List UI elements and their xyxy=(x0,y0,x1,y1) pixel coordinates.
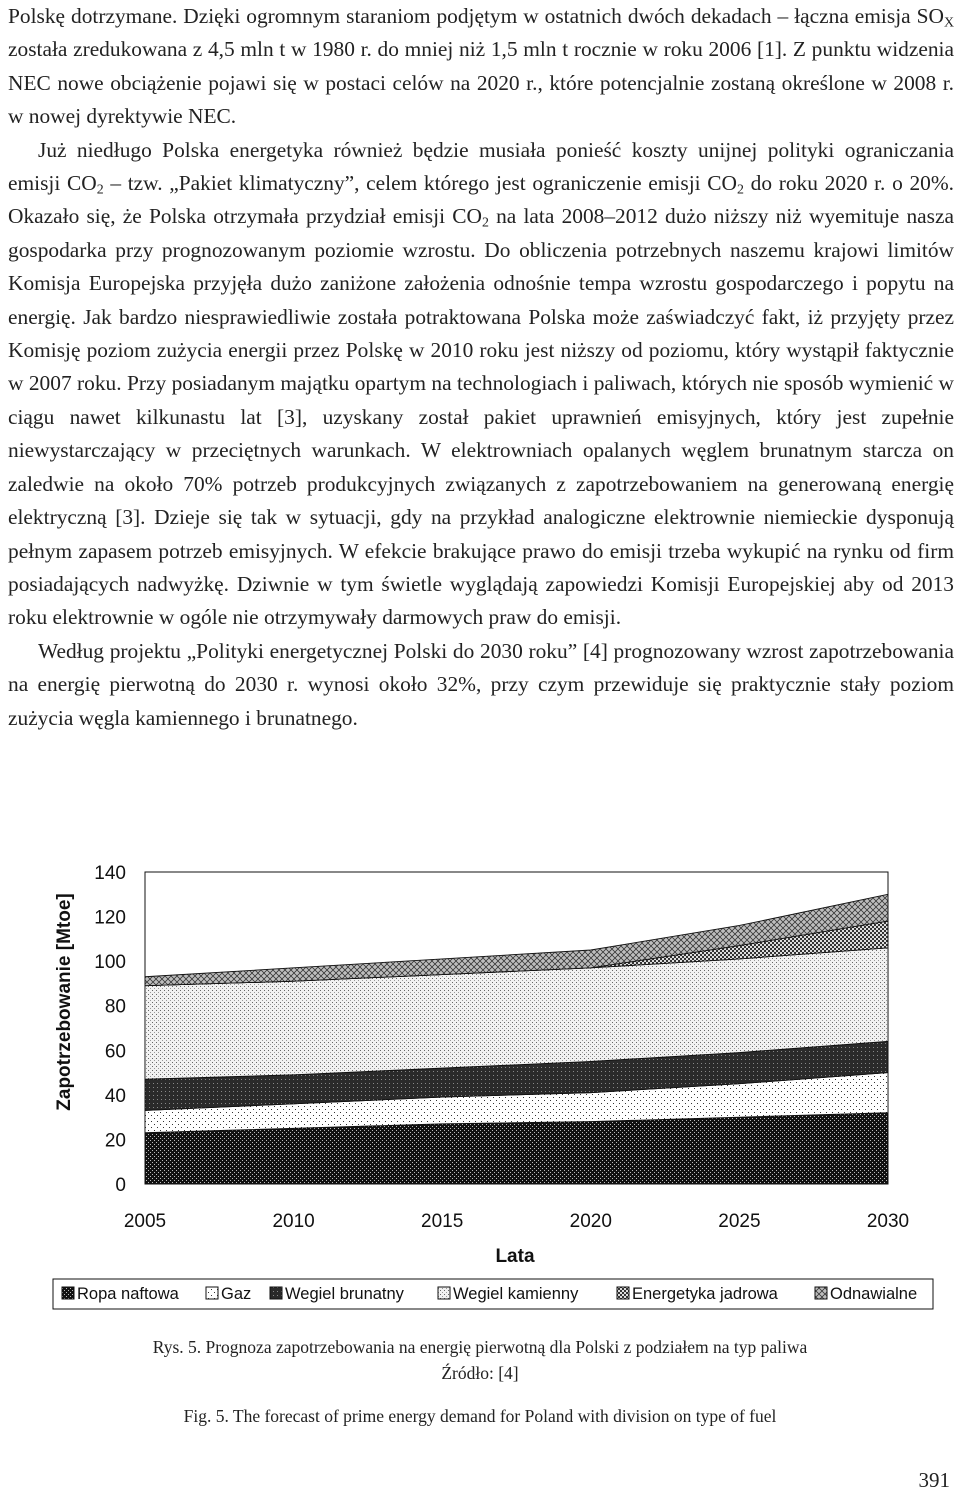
x-axis-label: Lata xyxy=(495,1246,535,1267)
y-axis-label: Zapotrzebowanie [Mtoe] xyxy=(54,893,75,1111)
x-tick-label: 2025 xyxy=(718,1211,761,1232)
x-tick-label: 2015 xyxy=(421,1211,464,1232)
legend-label: Gaz xyxy=(221,1285,252,1303)
y-tick-label: 20 xyxy=(104,1130,126,1152)
legend-swatch xyxy=(62,1287,74,1299)
legend-swatch xyxy=(617,1287,629,1299)
text-run: Już niedługo Polska energetyka również będzie musiała ponieść koszty unijnej polityki ograniczania emisji CO xyxy=(8,137,954,196)
subscript: 2 xyxy=(481,215,489,231)
page-number: 391 xyxy=(918,1468,950,1492)
figure-source: Źródło: [4] xyxy=(441,1363,519,1383)
x-tick-label: 2005 xyxy=(123,1211,167,1232)
y-tick-label: 0 xyxy=(115,1175,126,1196)
figure-caption-pl: Rys. 5. Prognoza zapotrzebowania na energię pierwotną dla Polski z podziałem na typ paliwa xyxy=(152,1337,808,1357)
text-run: na lata 2008–2012 dużo niższy niż wyemituje nasza gospodarka przy prognozowanym poziomie wzrostu. Do obliczenia potrzebnych naszemu krajowi limitów Komisja Europejska przyjęła dużo zaniżone założenia odnośnie tempa wzrostu gospodarczego i popytu na energię. Jak bardzo niesprawiedliwie została potraktowana Polska może zaświadczyć fakt, iż przyjęty przez Komisję poziom zużycia energii przez Polskę w 2010 roku jest niższy od poziomu, który wystąpił faktycznie w 2007 roku. Przy posiadanym majątku opartym na technologiach i paliwach, których nie sposób wymienić w ciągu nawet kilkunastu lat [3], uzyskany został pakiet uprawnień emisyjnych, który jest zupełnie niewystarczający w przeciętnych warunkach. W elektrowniach opalanych węglem brunatnym starcza on zaledwie na około 70% potrzeb produkcyjnych związanych z zapotrzebowaniem na generowaną energię elektryczną [3]. Dzieje się tak w sytuacji, gdy na przykład analogiczne elektrownie niemieckie dysponują pełnym zapasem potrzeb emisyjnych. W efekcie brakujące prawo do emisji trzeba wykupić na rynku od firm posiadających nadwyżkę. Dziwnie w tym świetle wyglądają zapowiedzi Komisji Europejskiej aby od 2013 roku elektrownie w ogóle nie otrzymywały darmowych praw do emisji. xyxy=(8,204,954,630)
legend-label: Odnawialne xyxy=(830,1285,918,1303)
legend-swatch xyxy=(270,1287,282,1299)
legend-swatch xyxy=(438,1287,450,1299)
y-tick-label: 120 xyxy=(94,907,126,929)
legend-label: Wegiel kamienny xyxy=(453,1285,579,1303)
y-tick-label: 40 xyxy=(104,1085,126,1107)
subscript: 2 xyxy=(96,182,104,198)
legend-label: Ropa naftowa xyxy=(77,1285,179,1303)
legend-label: Wegiel brunatny xyxy=(285,1285,404,1303)
legend-swatch xyxy=(815,1287,827,1299)
subscript: X xyxy=(943,15,954,31)
y-tick-label: 100 xyxy=(94,952,126,974)
text-run: została zredukowana z 4,5 mln t w 1980 r. do mniej niż 1,5 mln t rocznie w roku 2006 [1]. Z punktu widzenia NEC nowe obciążenie pojawi się w postaci celów na 2020 r., które potencjalnie zostaną określone w 2008 r. w nowej dyrektywie NEC. xyxy=(8,37,954,129)
text-run: – tzw. „Pakiet klimatyczny”, celem którego jest ograniczenie emisji CO xyxy=(103,171,737,196)
y-tick-label: 80 xyxy=(104,996,126,1018)
paragraph xyxy=(8,0,954,134)
x-tick-label: 2030 xyxy=(866,1211,910,1232)
body-text xyxy=(8,0,954,735)
paragraph xyxy=(8,134,954,635)
legend-label: Energetyka jadrowa xyxy=(632,1285,778,1303)
x-tick-label: 2010 xyxy=(272,1211,315,1232)
x-tick-label: 2020 xyxy=(569,1211,612,1232)
paragraph xyxy=(8,635,954,735)
energy-demand-chart xyxy=(0,850,960,1320)
text-run: Polskę dotrzymane. Dzięki ogromnym staraniom podjętym w ostatnich dwóch dekadach – łączna emisja SO xyxy=(8,4,944,28)
text-run: Według projektu „Polityki energetycznej Polski do 2030 roku” [4] prognozowany wzrost zapotrzebowania na energię pierwotną do 2030 r. wynosi około 32%, przy czym przewiduje się praktycznie stały poziom zużycia węgla kamiennego i brunatnego. xyxy=(8,638,954,730)
y-tick-label: 60 xyxy=(104,1041,126,1063)
text-run: do roku 2020 r. o 20%. Okazało się, że Polska otrzymała przydział emisji CO xyxy=(8,171,955,229)
subscript: 2 xyxy=(737,182,744,198)
figure-caption-en: Fig. 5. The forecast of prime energy demand for Poland with division on type of fuel xyxy=(183,1406,777,1426)
legend-swatch xyxy=(206,1287,218,1299)
y-tick-label: 140 xyxy=(94,863,126,884)
